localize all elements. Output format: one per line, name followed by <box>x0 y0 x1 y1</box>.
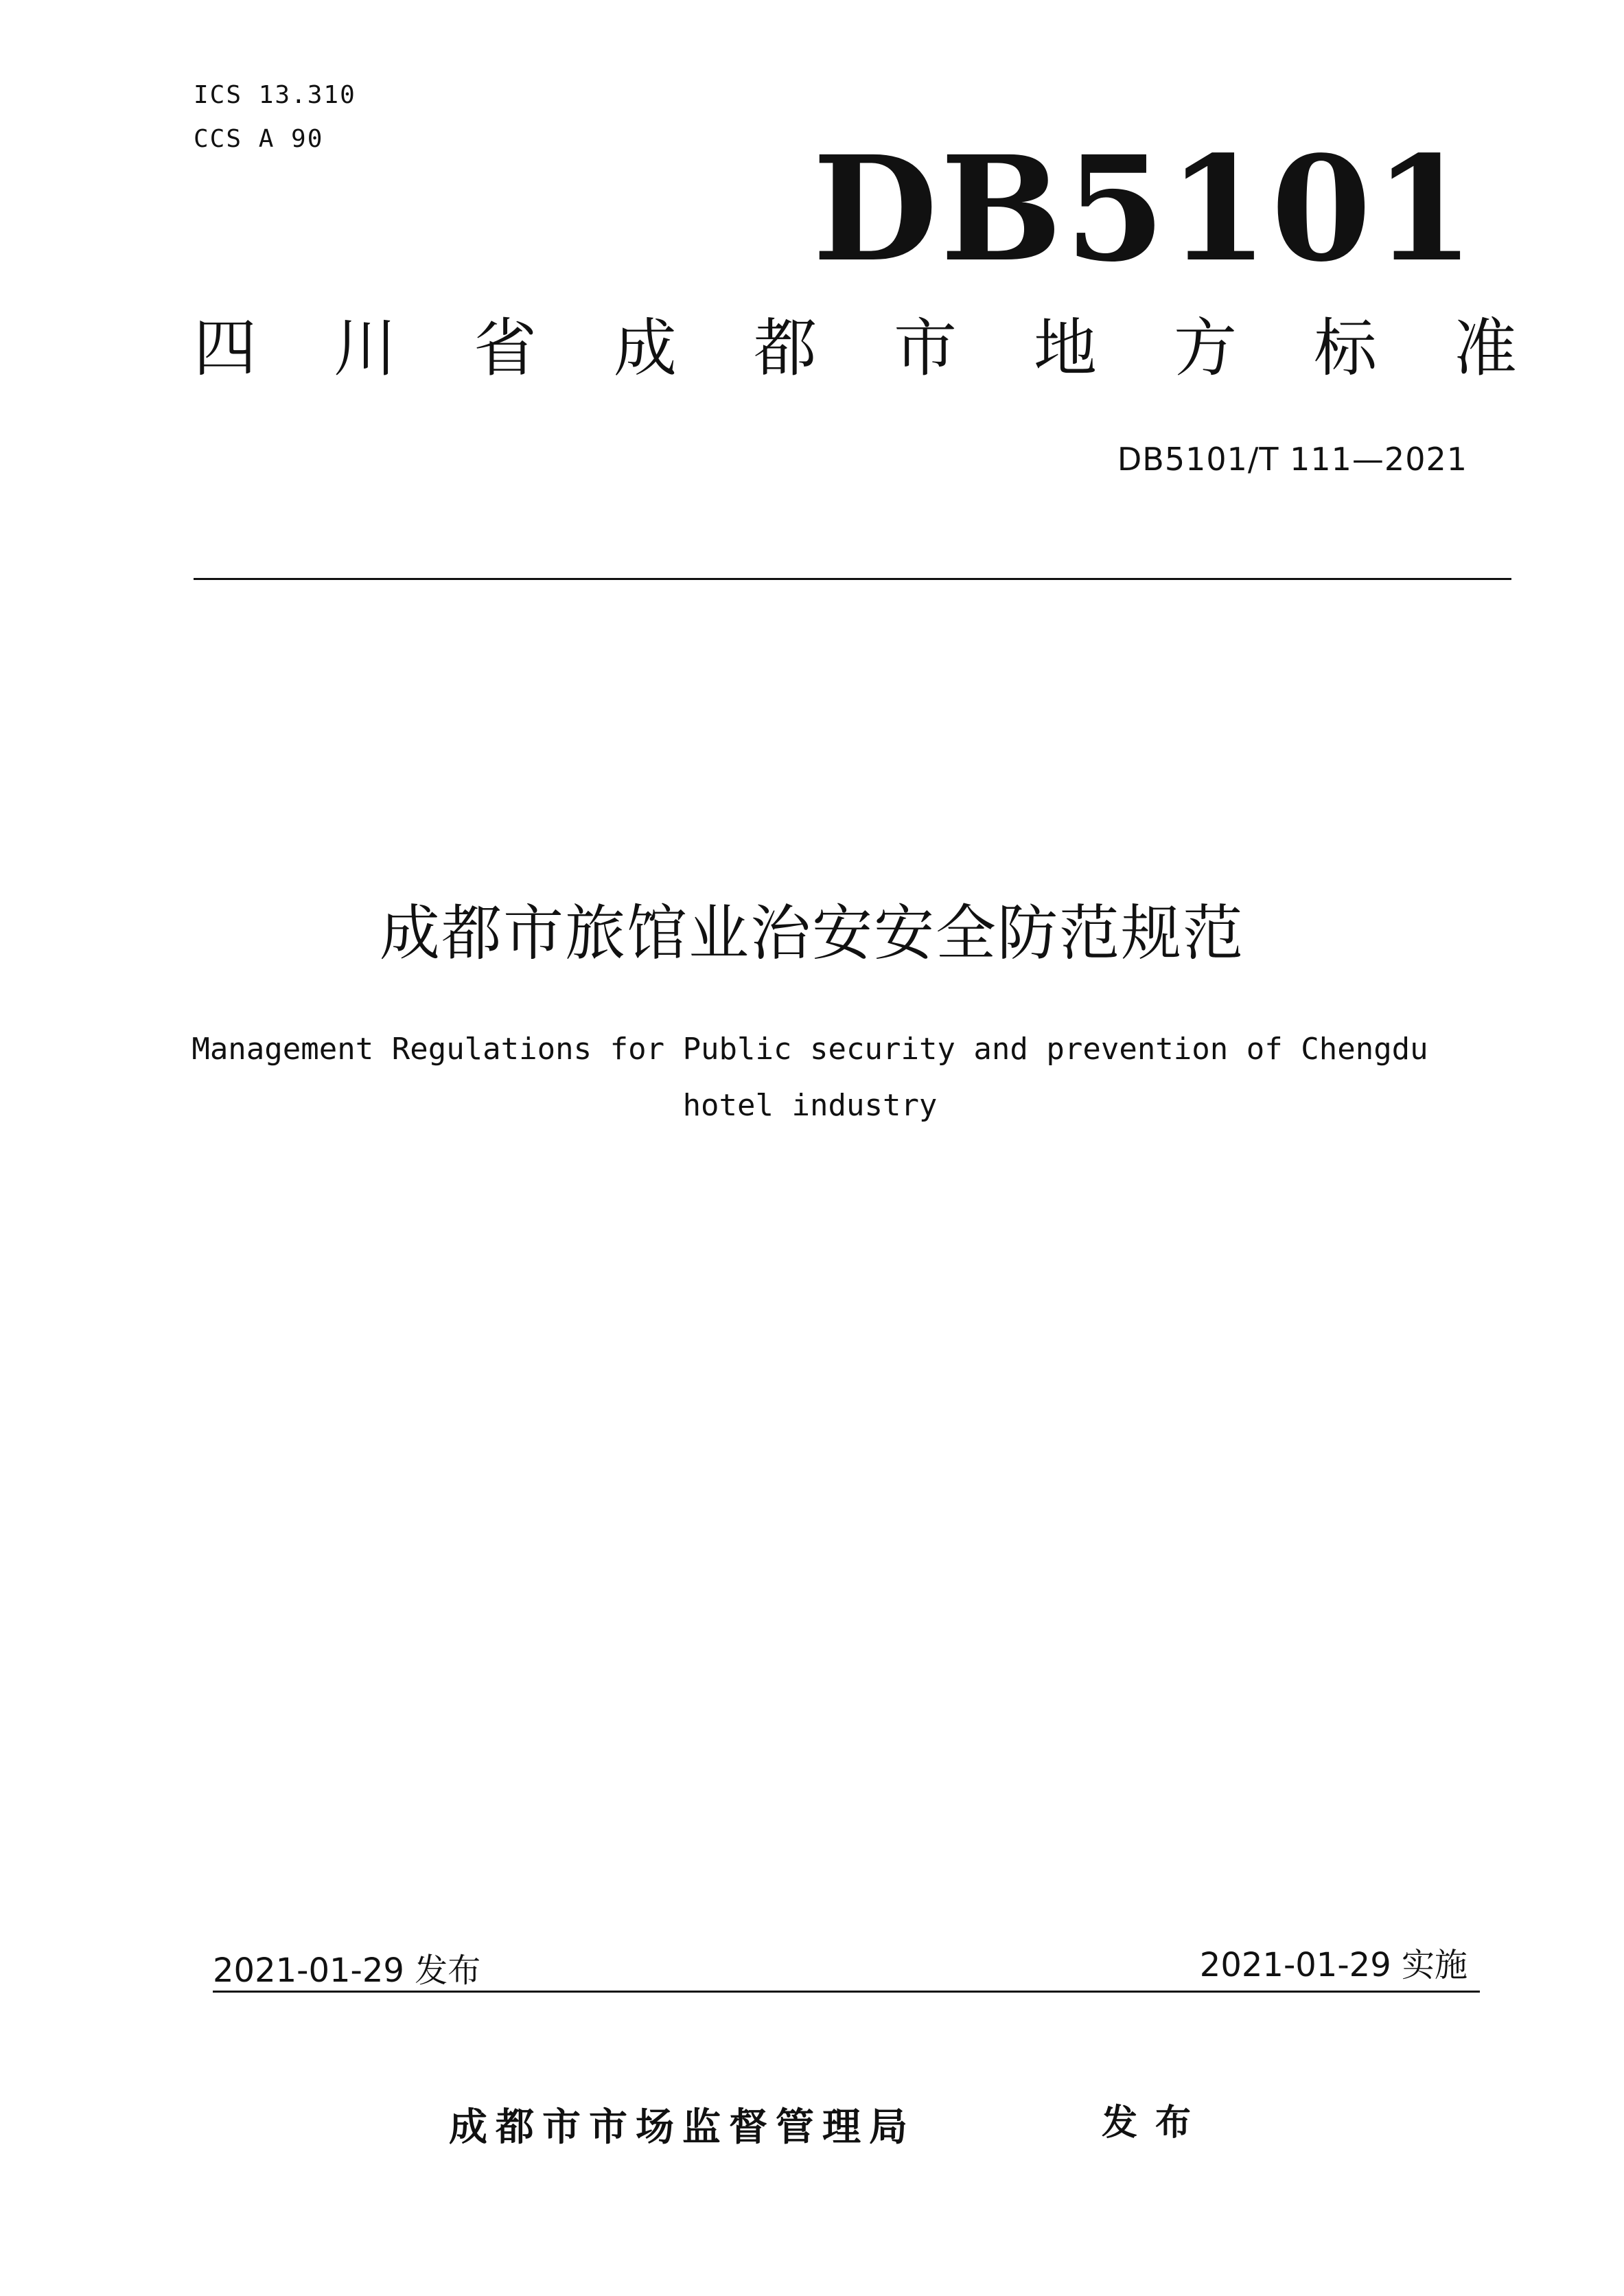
standard-type-char: 川 <box>334 312 397 385</box>
standard-type-char: 方 <box>1174 312 1238 385</box>
ccs-code: CCS A 90 <box>194 125 324 153</box>
issue-date: 2021-01-29 发布 <box>213 1951 481 1990</box>
standard-number: DB5101/T 111—2021 <box>1117 441 1468 478</box>
standard-type-char: 都 <box>754 312 817 385</box>
standard-type-char: 四 <box>194 312 257 385</box>
document-title-en-line1: Management Regulations for Public security and prevention of Chengdu <box>192 1032 1428 1067</box>
implementation-date: 2021-01-29 实施 <box>1199 1946 1468 1984</box>
document-title-en-line2: hotel industry <box>682 1088 938 1123</box>
standard-type-char: 标 <box>1314 312 1378 385</box>
ics-code: ICS 13.310 <box>194 81 356 109</box>
document-title-en <box>151 1021 1469 1134</box>
standard-type-char: 省 <box>474 312 537 385</box>
standard-code-logo: DB5101 <box>812 124 1477 294</box>
standard-type-char: 市 <box>894 312 958 385</box>
header-divider <box>194 578 1511 580</box>
issuing-authority: 成都市市场监督管理局 <box>449 2105 916 2150</box>
standard-type-heading <box>194 312 1518 385</box>
standard-type-char: 成 <box>614 312 677 385</box>
standard-type-char: 地 <box>1034 312 1098 385</box>
publish-label: 发布 <box>1102 2102 1209 2144</box>
standard-type-char: 准 <box>1454 312 1518 385</box>
document-title-zh: 成都市旅馆业治安安全防范规范 <box>379 898 1244 969</box>
footer-divider <box>213 1991 1480 1993</box>
